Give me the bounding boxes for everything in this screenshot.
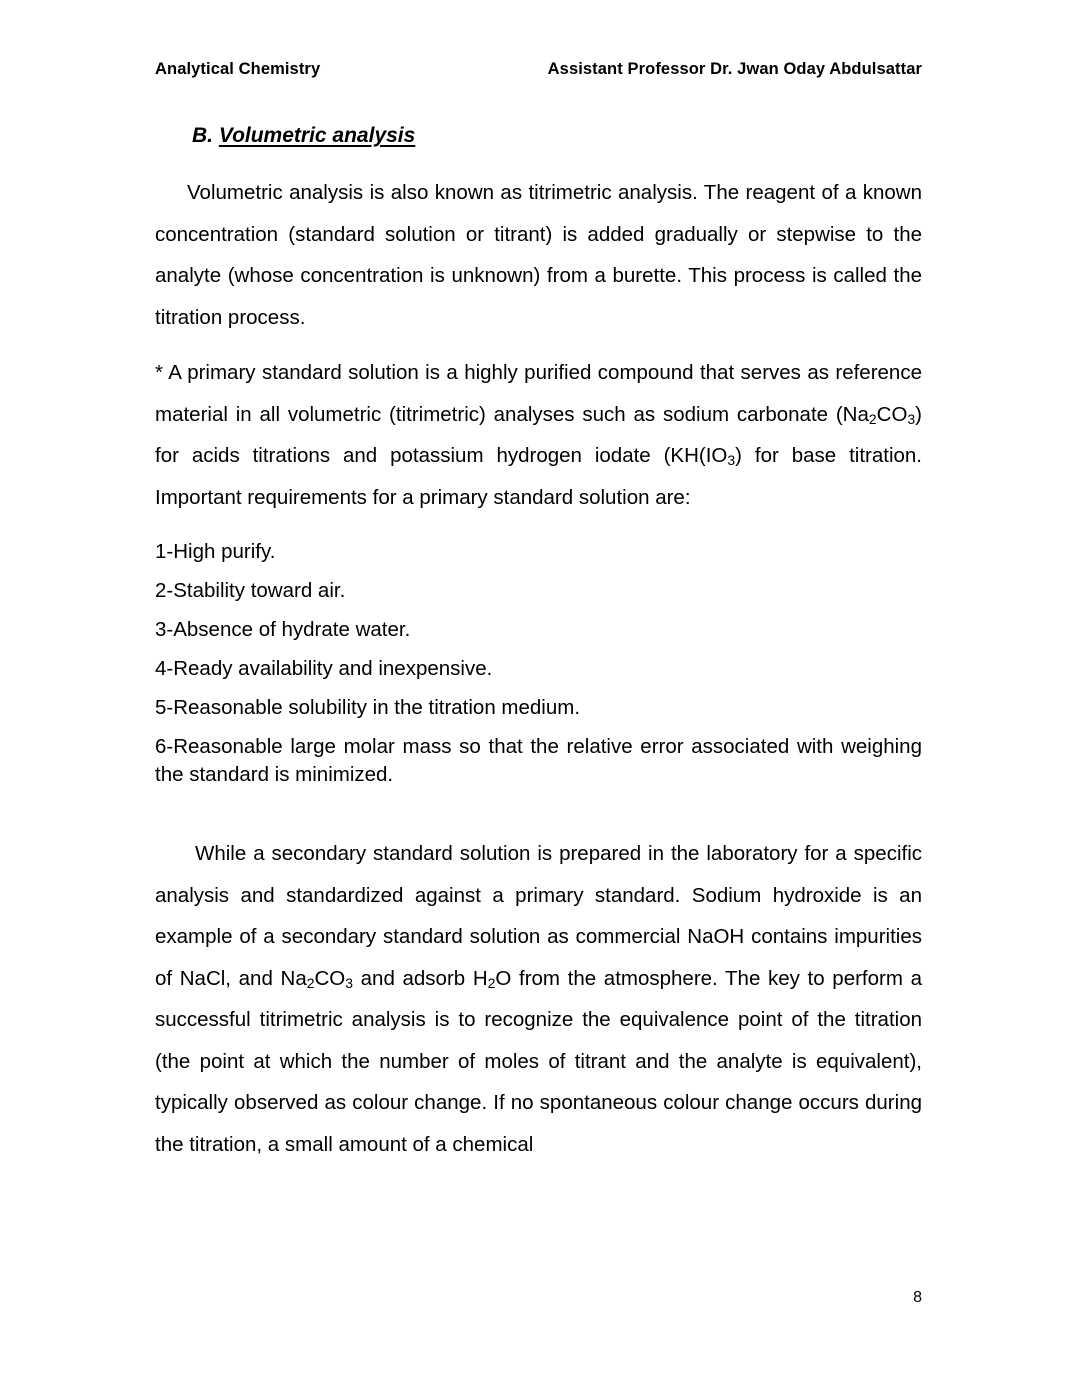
list-item: 6-Reasonable large molar mass so that the relative error associated with weighing the standard is minimized.: [155, 735, 922, 786]
paragraph-secondary-standard-solution: [155, 833, 922, 1165]
p2-subscript-3: 3: [727, 452, 736, 469]
list-item: 2-Stability toward air.: [155, 579, 346, 602]
p2-text-segment-2: CO: [876, 402, 908, 426]
paragraph-volumetric-analysis-definition: Volumetric analysis is also known as titrimetric analysis. The reagent of a known concentration (standard solution or titrant) is added gradually or stepwise to the analyte (whose concentration is unknown) from a burette. This process is called the titration process.: [155, 181, 922, 329]
primary-standard-requirements-list: [155, 532, 922, 789]
spacer-list-paragraph-three: [155, 789, 922, 833]
p3-text-segment-4: O from the atmosphere. The key to perform a successful titrimetric analysis is to recognize the equivalence point of the titration (the point at which the number of moles of titrant and the analyte is equivalent), typically observed as colour change. If no spontaneous colour change occurs during the titration, a small amount of a chemical: [155, 966, 922, 1156]
page-content: [155, 118, 922, 1165]
p2-subscript-1: 2: [868, 410, 877, 427]
p2-text-segment-4: ) for base titration. Important requirements for a primary standard solution are:: [155, 444, 922, 509]
spacer-paragraph-list: [155, 518, 922, 532]
list-item: 5-Reasonable solubility in the titration medium.: [155, 696, 581, 719]
page-number-value: 8: [913, 1289, 922, 1306]
p3-subscript-2: 3: [345, 974, 353, 991]
p3-text-segment-1: While a secondary standard solution is prepared in the laboratory for a specific analysis and standardized against a primary standard. Sodium hydroxide is an example of a secondary standard solution as commercial NaOH contains impurities of NaCl, and Na: [155, 842, 922, 990]
p3-subscript-3: 2: [487, 974, 496, 991]
section-letter: B.: [192, 124, 213, 147]
list-item: 4-Ready availability and inexpensive.: [155, 657, 493, 680]
p2-subscript-2: 3: [907, 410, 916, 427]
p2-text-segment-3: ) for acids titrations and potassium hydrogen iodate (KH(IO: [155, 402, 922, 467]
section-heading: [155, 118, 922, 154]
p3-text-segment-2: CO: [314, 966, 346, 990]
p3-text-segment-3: and adsorb H: [353, 966, 488, 990]
section-title: Volumetric analysis: [218, 124, 416, 147]
spacer-heading-paragraph: [155, 154, 922, 172]
spacer-paragraph-one-two: [155, 338, 922, 352]
list-item: 3-Absence of hydrate water.: [155, 618, 411, 641]
p2-text-segment-1: * A primary standard solution is a highly purified compound that serves as reference material in all volumetric (titrimetric) analyses such as sodium carbonate (Na: [155, 361, 922, 426]
page-number: [155, 1288, 922, 1308]
running-header: [155, 60, 922, 79]
header-course-title: Analytical Chemistry: [155, 60, 321, 78]
paragraph-primary-standard-solution: [155, 352, 922, 518]
list-item: 1-High purify.: [155, 540, 276, 563]
header-instructor-name: Assistant Professor Dr. Jwan Oday Abdulsattar: [547, 60, 922, 78]
p3-subscript-1: 2: [306, 974, 315, 991]
